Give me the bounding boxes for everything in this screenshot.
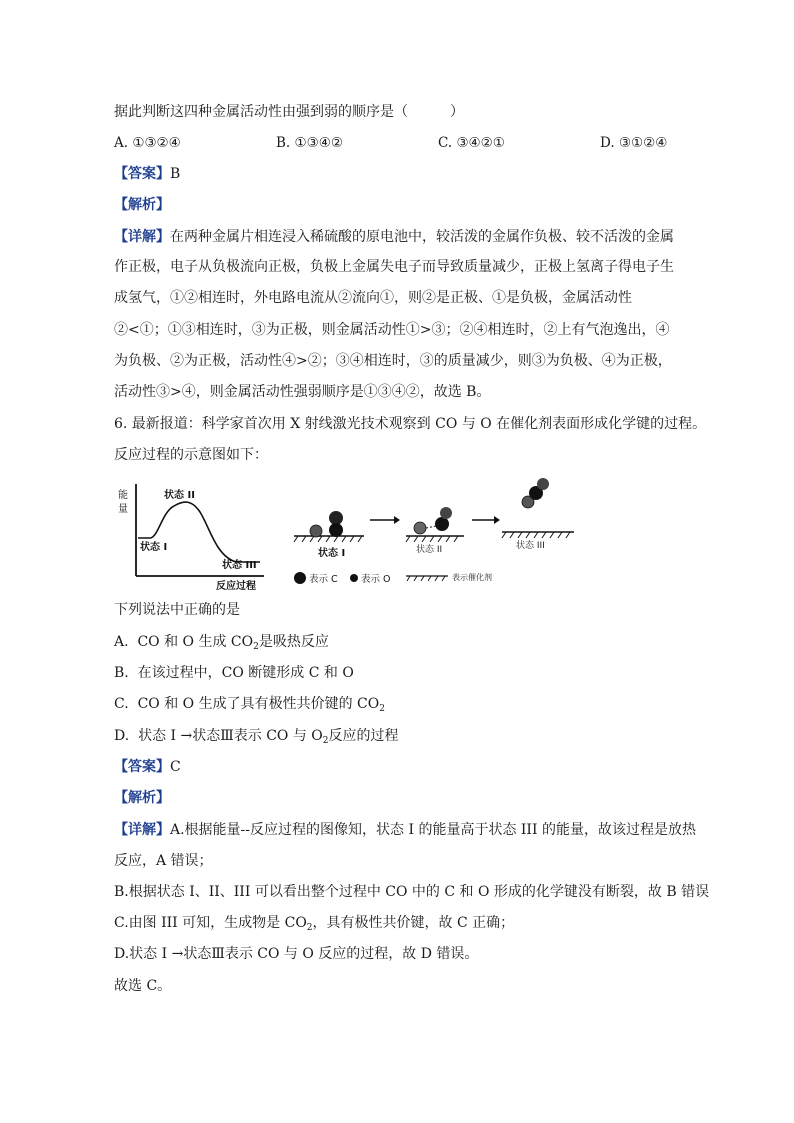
q5-option-a: A. ①③②④	[114, 135, 181, 151]
q6-detail-a-1: 【详解】A.根据能量--反应过程的图像知，状态 I 的能量高于状态 III 的能量，故该过程是放热	[114, 822, 696, 838]
state-ii-label: 状态 II	[164, 490, 195, 501]
q5-option-b: B. ①③④②	[276, 135, 343, 151]
energy-curve	[138, 502, 260, 562]
q6-detail-c: C.由图 III 可知，生成物是 $CO_2$，具有极性共价键，故 C 正确；	[114, 915, 515, 933]
forming-bond	[426, 526, 436, 528]
q6-option-c: C. CO 和 O 生成了具有极性共价键的 $CO_2$	[114, 696, 385, 714]
q6-option-a: A. CO 和 O 生成 $CO_2$是吸热反应	[114, 634, 329, 652]
arrow-right-icon	[370, 516, 400, 524]
oxygen-atom-surface	[310, 525, 322, 537]
energy-axis-label-2: 量	[118, 504, 128, 515]
reaction-figure	[114, 476, 714, 594]
q5-detail-line-5: 为负极、②为正极，活动性④>②；③④相连时，③的质量减少，则③为负极、④为正极，	[114, 353, 672, 369]
catalyst-hatching	[502, 532, 570, 538]
q5-detail-line-3: 成氢气，①②相连时，外电路电流从②流向①，则②是正极、①是负极，金属活动性	[114, 290, 632, 306]
q5-analysis-heading: 【解析】	[114, 197, 170, 213]
q6-stem-line-1: 6. 最新报道：科学家首次用 X 射线激光技术观察到 CO 与 O 在催化剂表面形成化学键的过程。	[114, 416, 707, 432]
q5-detail-line-6: 活动性③>④，则金属活动性强弱顺序是①③④②，故选 B。	[114, 384, 491, 400]
carbon-atom	[435, 517, 449, 531]
state-iii-label: 状态 III	[222, 560, 257, 571]
carbon-atom	[329, 523, 343, 537]
q5-answer: 【答案】B	[114, 166, 181, 182]
q5-detail-line-1: 【详解】在两种金属片相连浸入稀硫酸的原电池中，较活泼的金属作负极、较不活泼的金属	[114, 229, 674, 245]
oxygen-atom	[414, 522, 426, 534]
state-i-label: 状态 I	[140, 542, 168, 553]
q5-option-d: D. ③①②④	[600, 135, 668, 151]
catalyst-hatching	[294, 536, 362, 542]
figure-legend	[294, 572, 492, 585]
q6-detail-b: B.根据状态 I、II、III 可以看出整个过程中 CO 中的 C 和 O 形成的化学键没有断裂，故 B 错误	[114, 884, 710, 900]
q6-detail-d: D.状态 I →状态Ⅲ表示 CO 与 O 反应的过程，故 D 错误。	[114, 946, 479, 962]
q5-stem: 据此判断这四种金属活动性由强到弱的顺序是（ ）	[114, 104, 464, 120]
oxygen-atom	[537, 478, 549, 490]
state-ii-caption: 状态 II	[416, 545, 443, 555]
q5-detail-line-4: ②<①；①③相连时，③为正极，则金属活动性①>③；②④相连时，②上有气泡逸出，④	[114, 322, 670, 338]
q6-option-b: B. 在该过程中，CO 断键形成 C 和 O	[114, 665, 354, 681]
legend-carbon-text: 表示 C	[309, 574, 338, 585]
catalyst-hatching	[406, 536, 458, 542]
state-iii-caption: 状态 III	[516, 541, 545, 551]
q6-option-d: D. 状态 I →状态Ⅲ表示 CO 与 $O_2$反应的过程	[114, 728, 399, 746]
q6-detail-a-2: 反应，A 错误；	[114, 853, 213, 869]
oxygen-atom	[440, 507, 452, 519]
x-axis-label: 反应过程	[216, 581, 256, 592]
q6-analysis-heading: 【解析】	[114, 790, 170, 806]
state-i-diagram	[294, 511, 364, 559]
state-iii-diagram	[502, 478, 574, 551]
legend-catalyst-text: 表示催化剂	[452, 573, 492, 582]
arrow-right-icon	[472, 516, 500, 524]
oxygen-atom	[329, 511, 343, 525]
legend-oxygen-atom	[350, 574, 358, 582]
q5-detail-line-2: 作正极，电子从负极流向正极，负极上金属失电子而导致质量减少，正极上氢离子得电子生	[114, 259, 674, 275]
energy-diagram	[118, 484, 264, 592]
q6-conclusion: 故选 C。	[114, 978, 172, 994]
state-i-caption: 状态 I	[318, 548, 346, 559]
legend-carbon-atom	[294, 572, 306, 584]
q6-prompt: 下列说法中正确的是	[114, 602, 240, 618]
legend-catalyst-hatching	[407, 576, 445, 581]
legend-oxygen-text: 表示 O	[361, 574, 391, 585]
energy-axis-label-1: 能	[118, 490, 128, 501]
q6-answer: 【答案】C	[114, 759, 181, 775]
state-ii-diagram	[406, 507, 464, 555]
q6-stem-line-2: 反应过程的示意图如下：	[114, 447, 268, 463]
q5-option-c: C. ③④②①	[438, 135, 505, 151]
